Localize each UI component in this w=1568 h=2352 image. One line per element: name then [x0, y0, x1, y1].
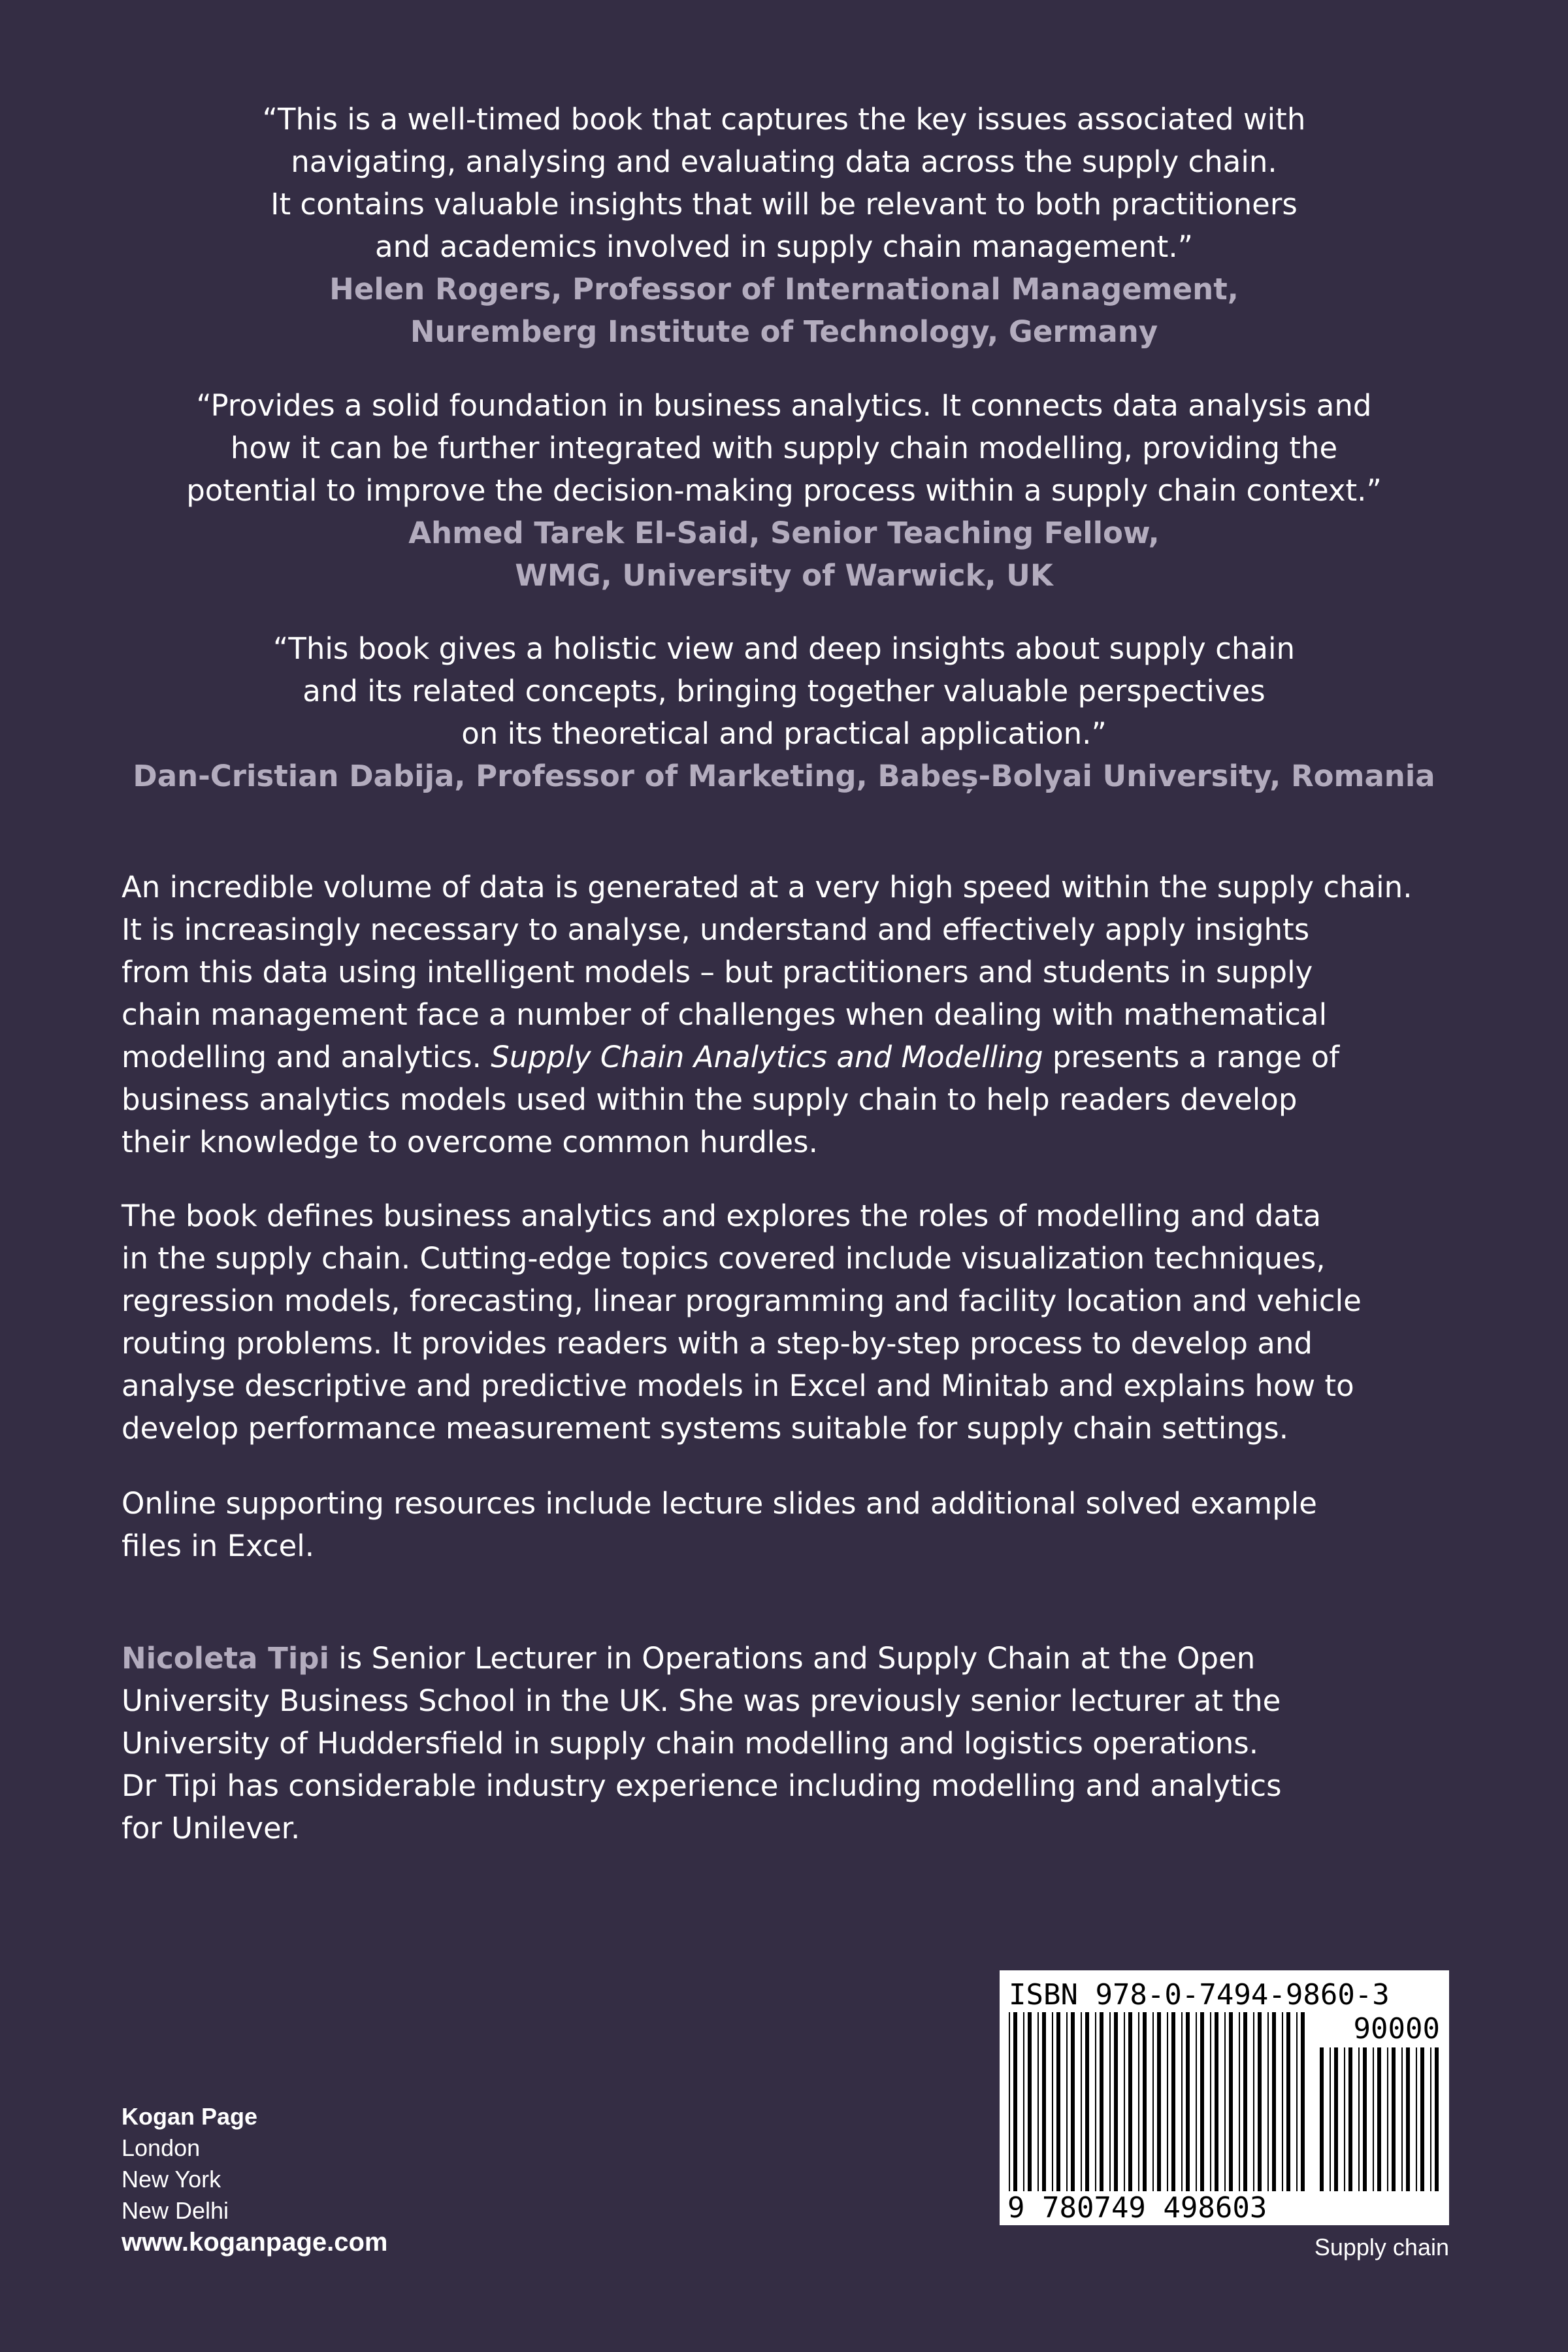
body-text: modelling and analytics.: [122, 1040, 491, 1074]
barcode-bar: [1267, 2012, 1269, 2191]
barcode-bar: [1296, 2012, 1298, 2191]
body-line: It is increasingly necessary to analyse, understand and effectively apply insights: [122, 912, 1310, 947]
endorsement-attribution: WMG, University of Warwick, UK: [515, 558, 1053, 593]
barcode-bar: [1066, 2012, 1068, 2191]
barcode-bar: [1215, 2012, 1218, 2191]
barcode-bar: [1416, 2047, 1417, 2191]
endorsement-attribution: Helen Rogers, Professor of International Management,: [329, 272, 1239, 306]
endorsement-3: [0, 627, 1568, 797]
barcode-bar: [1210, 2012, 1211, 2191]
barcode-bar: [1095, 2012, 1096, 2191]
body-line: Dr Tipi has considerable industry experience including modelling and analytics: [122, 1768, 1282, 1803]
description-paragraph-2: [122, 1195, 1480, 1449]
ean-digits: 9 780749 498603: [1007, 2191, 1267, 2225]
quote-line: how it can be further integrated with supply chain modelling, providing the: [230, 431, 1338, 465]
isbn-label: ISBN 978-0-7494-9860-3: [1009, 1978, 1390, 2012]
barcode-bar: [1334, 2047, 1338, 2191]
barcode-bar: [1320, 2047, 1324, 2191]
barcode-bar: [1420, 2047, 1424, 2191]
body-line: Online supporting resources include lecture slides and additional solved example: [122, 1486, 1317, 1521]
barcode-bar: [1181, 2012, 1183, 2191]
barcode-bar: [1377, 2047, 1381, 2191]
quote-line: It contains valuable insights that will be relevant to both practitioners: [270, 187, 1298, 222]
barcode-bar: [1167, 2012, 1168, 2191]
endorsement-2: [0, 384, 1568, 597]
body-line: develop performance measurement systems suitable for supply chain settings.: [122, 1411, 1289, 1446]
barcode-bar: [1373, 2047, 1374, 2191]
barcode-bar: [1243, 2012, 1247, 2191]
price-code: 90000: [1353, 2012, 1440, 2046]
body-line: University of Huddersfield in supply chain modelling and logistics operations.: [122, 1726, 1258, 1761]
barcode-bar: [1143, 2012, 1147, 2191]
description-paragraph-1: [122, 866, 1480, 1163]
barcode-bar: [1301, 2012, 1305, 2191]
barcode-bar: [1081, 2012, 1082, 2191]
barcode-bar: [1286, 2012, 1290, 2191]
barcode-bar: [1023, 2012, 1024, 2191]
endorsement-attribution: Ahmed Tarek El-Said, Senior Teaching Fellow,: [408, 516, 1160, 550]
barcode-bar: [1258, 2012, 1262, 2191]
barcode-bar: [1430, 2047, 1431, 2191]
body-line: business analytics models used within the supply chain to help readers develop: [122, 1082, 1298, 1117]
publisher-city: London: [122, 2134, 201, 2161]
barcode-graphic: [1000, 1970, 1449, 2225]
endorsement-attribution: Nuremberg Institute of Technology, Germany: [410, 314, 1158, 349]
barcode-bar: [1435, 2047, 1439, 2191]
barcode-bar: [1282, 2012, 1283, 2191]
barcode-bar: [1229, 2012, 1233, 2191]
addon-bars: [1320, 2047, 1439, 2191]
barcode-bar: [1037, 2012, 1039, 2191]
barcode-bar: [1152, 2012, 1154, 2191]
barcode-bar: [1009, 2012, 1010, 2191]
barcode-bar: [1071, 2012, 1075, 2191]
barcode-bar: [1272, 2012, 1276, 2191]
publisher-city: New Delhi: [122, 2197, 229, 2224]
barcode-bar: [1344, 2047, 1345, 2191]
barcode-bars: [1009, 2012, 1305, 2191]
barcode-bar: [1186, 2012, 1190, 2191]
body-line: routing problems. It provides readers with a step-by-step process to develop and: [122, 1326, 1313, 1361]
barcode-bar: [1128, 2012, 1132, 2191]
publisher-website: www.koganpage.com: [122, 2228, 388, 2257]
barcode-bar: [1056, 2012, 1060, 2191]
body-line: University Business School in the UK. She was previously senior lecturer at the: [122, 1683, 1281, 1718]
publisher-city: New York: [122, 2166, 221, 2193]
body-line: analyse descriptive and predictive models in Excel and Minitab and explains how to: [122, 1368, 1354, 1403]
barcode-bar: [1330, 2047, 1331, 2191]
barcode-bar: [1401, 2047, 1403, 2191]
barcode-bar: [1224, 2012, 1226, 2191]
body-line: [122, 1637, 1480, 1680]
barcode-bar: [1013, 2012, 1017, 2191]
barcode-bar: [1171, 2012, 1175, 2191]
body-text: presents a range of: [1043, 1040, 1340, 1074]
body-text: is Senior Lecturer in Operations and Supply Chain at the Open: [329, 1641, 1256, 1676]
quote-line: “Provides a solid foundation in business analytics. It connects data analysis and: [196, 388, 1372, 423]
endorsement-attribution: Dan-Cristian Dabija, Professor of Marketing, Babeș-Bolyai University, Romania: [133, 759, 1435, 793]
quote-line: navigating, analysing and evaluating data across the supply chain.: [291, 144, 1277, 179]
subject-category: Supply chain: [1314, 2234, 1449, 2261]
barcode-bar: [1109, 2012, 1111, 2191]
barcode-bar: [1348, 2047, 1352, 2191]
barcode-bar: [1239, 2012, 1240, 2191]
barcode-bar: [1392, 2047, 1396, 2191]
barcode-bar: [1387, 2047, 1388, 2191]
publisher-info: [122, 2101, 387, 2258]
body-line: from this data using intelligent models – but practitioners and students in supply: [122, 955, 1313, 989]
barcode-bar: [1085, 2012, 1089, 2191]
body-line: for Unilever.: [122, 1811, 301, 1846]
quote-line: and its related concepts, bringing together valuable perspectives: [302, 674, 1266, 708]
isbn-barcode: [1000, 1970, 1449, 2225]
body-line: An incredible volume of data is generated at a very high speed within the supply chain.: [122, 870, 1413, 904]
quote-line: “This is a well-timed book that captures the key issues associated with: [262, 102, 1306, 137]
body-line: files in Excel.: [122, 1529, 315, 1563]
quote-line: potential to improve the decision-making process within a supply chain context.”: [186, 473, 1382, 508]
body-line: in the supply chain. Cutting-edge topics covered include visualization techniques,: [122, 1241, 1326, 1276]
body-line: The book defines business analytics and explores the roles of modelling and data: [122, 1199, 1322, 1233]
endorsement-1: [0, 98, 1568, 353]
barcode-bar: [1157, 2012, 1161, 2191]
book-title: Supply Chain Analytics and Modelling: [491, 1040, 1043, 1074]
barcode-bar: [1363, 2047, 1367, 2191]
barcode-bar: [1406, 2047, 1410, 2191]
quote-line: and academics involved in supply chain management.”: [375, 229, 1193, 264]
barcode-bar: [1196, 2012, 1197, 2191]
barcode-bar: [1200, 2012, 1204, 2191]
publisher-name: Kogan Page: [122, 2103, 258, 2130]
barcode-bar: [1052, 2012, 1053, 2191]
barcode-bar: [1358, 2047, 1360, 2191]
body-line: [122, 1036, 1480, 1078]
barcode-bar: [1028, 2012, 1032, 2191]
quote-line: on its theoretical and practical application.”: [461, 716, 1107, 751]
barcode-bar: [1138, 2012, 1139, 2191]
barcode-bar: [1042, 2012, 1046, 2191]
barcode-bar: [1253, 2012, 1254, 2191]
barcode-bar: [1124, 2012, 1125, 2191]
body-line: chain management face a number of challenges when dealing with mathematical: [122, 997, 1328, 1032]
barcode-bar: [1114, 2012, 1118, 2191]
description-paragraph-3: [122, 1482, 1480, 1567]
body-line: regression models, forecasting, linear programming and facility location and vehicle: [122, 1284, 1362, 1318]
author-bio: [122, 1637, 1480, 1849]
quote-line: “This book gives a holistic view and deep insights about supply chain: [273, 631, 1295, 666]
barcode-bar: [1100, 2012, 1103, 2191]
author-name: Nicoleta Tipi: [122, 1641, 329, 1676]
body-line: their knowledge to overcome common hurdles.: [122, 1125, 818, 1159]
